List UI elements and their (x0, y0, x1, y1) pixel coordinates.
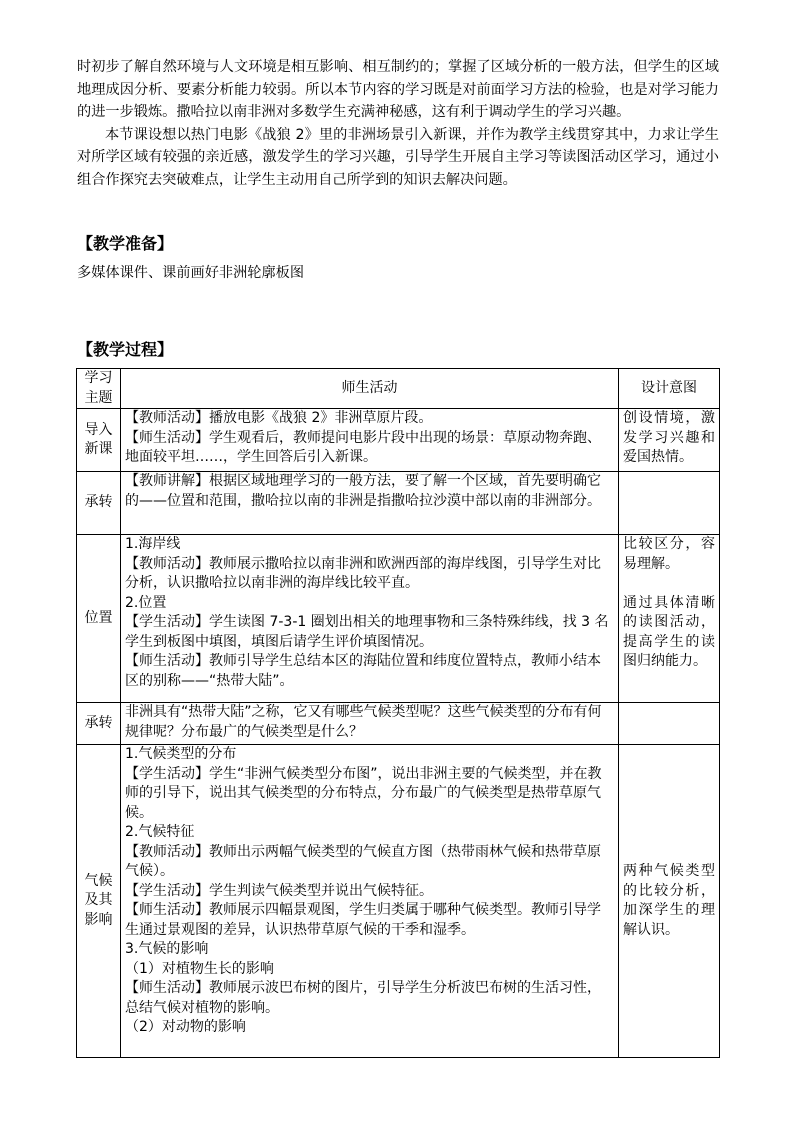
row-activity (121, 703, 619, 745)
activity-line: 2.气候特征 (125, 824, 195, 840)
row-topic: 气候及其影响 (77, 745, 121, 1058)
process-heading: 【教学过程】 (77, 340, 174, 359)
header-activity: 师生活动 (121, 369, 619, 409)
activity-line: 【教师活动】教师出示两幅气候类型的气候直方图（热带雨林气候和热带草原气候）。 (125, 843, 601, 879)
row-activity (121, 745, 619, 1058)
header-topic: 学习主题 (77, 369, 121, 409)
activity-line: 【学生活动】学生“非洲气候类型分布图”，说出非洲主要的气候类型，并在教师的引导下，说出其气候类型的分布特点，分布最广的气候类型是热带草原气候。 (125, 765, 602, 821)
prep-heading: 【教学准备】 (77, 234, 174, 253)
table-row (77, 409, 720, 472)
row-topic: 承转 (77, 472, 121, 535)
activity-line: 【学生活动】学生读图 7-3-1 圈划出相关的地理事物和三条特殊纬线，找 3 名学生到板图中填图，填图后请学生评价填图情况。 (125, 614, 609, 650)
activity-line: 3.气候的影响 (125, 941, 209, 957)
row-topic: 导入新课 (77, 409, 121, 472)
row-activity (121, 409, 619, 472)
activity-line: （2）对动物的影响 (125, 1019, 246, 1035)
row-intent (619, 472, 720, 535)
activity-line: 【师生活动】学生观看后，教师提问电影片段中出现的场景：草原动物奔跑、地面较平坦……，学生回答后引入新课。 (125, 429, 601, 465)
intent-line: 两种气候类型的比较分析，加深学生的理解认识。 (623, 863, 715, 938)
row-topic: 承转 (77, 703, 121, 745)
activity-line: 【师生活动】教师引导学生总结本区的海陆位置和纬度位置特点，教师小结本区的别称——“热带大陆”。 (125, 653, 601, 689)
table-row (77, 472, 720, 535)
intro-paragraph-2: 本节课设想以热门电影《战狼 2》里的非洲场景引入新课，并作为教学主线贯穿其中，力求让学生对所学区域有较强的亲近感，激发学生的学习兴趣，引导学生开展自主学习等读图活动区学习，通过小组合作探究去突破难点，让学生主动用自己所学到的知识去解决问题。 (77, 126, 719, 188)
intent-line: 通过具体清晰的读图活动，提高学生的读图归纳能力。 (623, 594, 715, 669)
activity-line: 【师生活动】教师展示四幅景观图，学生归类属于哪种气候类型。教师引导学生通过景观图的差异，认识热带草原气候的干季和湿季。 (125, 902, 601, 938)
intent-spacer (623, 574, 715, 594)
activity-line: 2.位置 (125, 594, 167, 611)
activity-line: 【教师讲解】根据区域地理学习的一般方法，要了解一个区域，首先要明确它的——位置和范围，撒哈拉以南的非洲是指撒哈拉沙漠中部以南的非洲部分。 (125, 473, 601, 509)
row-intent (619, 409, 720, 472)
intro-paragraph-1: 时初步了解自然环境与人文环境是相互影响、相互制约的；掌握了区域分析的一般方法，但学生的区域地理成因分析、要素分析能力较弱。所以本节内容的学习既是对前面学习方法的检验，也是对学习能力的进一步锻炼。撒哈拉以南非洲对多数学生充满神秘感，这有利于调动学生的学习兴趣。 (77, 59, 719, 120)
activity-line: 1.气候类型的分布 (125, 746, 237, 762)
activity-line: 【教师活动】教师展示撒哈拉以南非洲和欧洲西部的海岸线图，引导学生对比分析，认识撒哈拉以南非洲的海岸线比较平直。 (125, 555, 601, 591)
intent-line: 创设情境，激发学习兴趣和爱国热情。 (623, 410, 715, 465)
process-table (76, 368, 720, 1058)
table-row (77, 703, 720, 745)
activity-line: 【学生活动】学生判读气候类型并说出气候特征。 (125, 882, 433, 899)
activity-line: （1）对植物生长的影响 (125, 960, 274, 977)
prep-text: 多媒体课件、课前画好非洲轮廓板图 (77, 265, 305, 281)
row-intent (619, 535, 720, 703)
activity-line: 【教师活动】播放电影《战狼 2》非洲草原片段。 (125, 410, 433, 426)
row-topic: 位置 (77, 535, 121, 703)
activity-line: 1.海岸线 (125, 536, 181, 552)
row-intent (619, 703, 720, 745)
table-row (77, 535, 720, 703)
table-header-row (77, 369, 720, 409)
table-row (77, 745, 720, 1058)
row-intent (619, 745, 720, 1058)
row-activity (121, 535, 619, 703)
intro-section (77, 56, 719, 191)
header-intent: 设计意图 (619, 369, 720, 409)
activity-line: 【师生活动】教师展示波巴布树的图片，引导学生分析波巴布树的生活习性，总结气候对植物的影响。 (125, 980, 601, 1016)
row-activity (121, 472, 619, 535)
activity-line: 非洲具有“热带大陆”之称，它又有哪些气候类型呢？这些气候类型的分布有何规律呢？分布最广的气候类型是什么？ (125, 704, 602, 740)
intent-line: 比较区分，容易理解。 (623, 536, 715, 572)
